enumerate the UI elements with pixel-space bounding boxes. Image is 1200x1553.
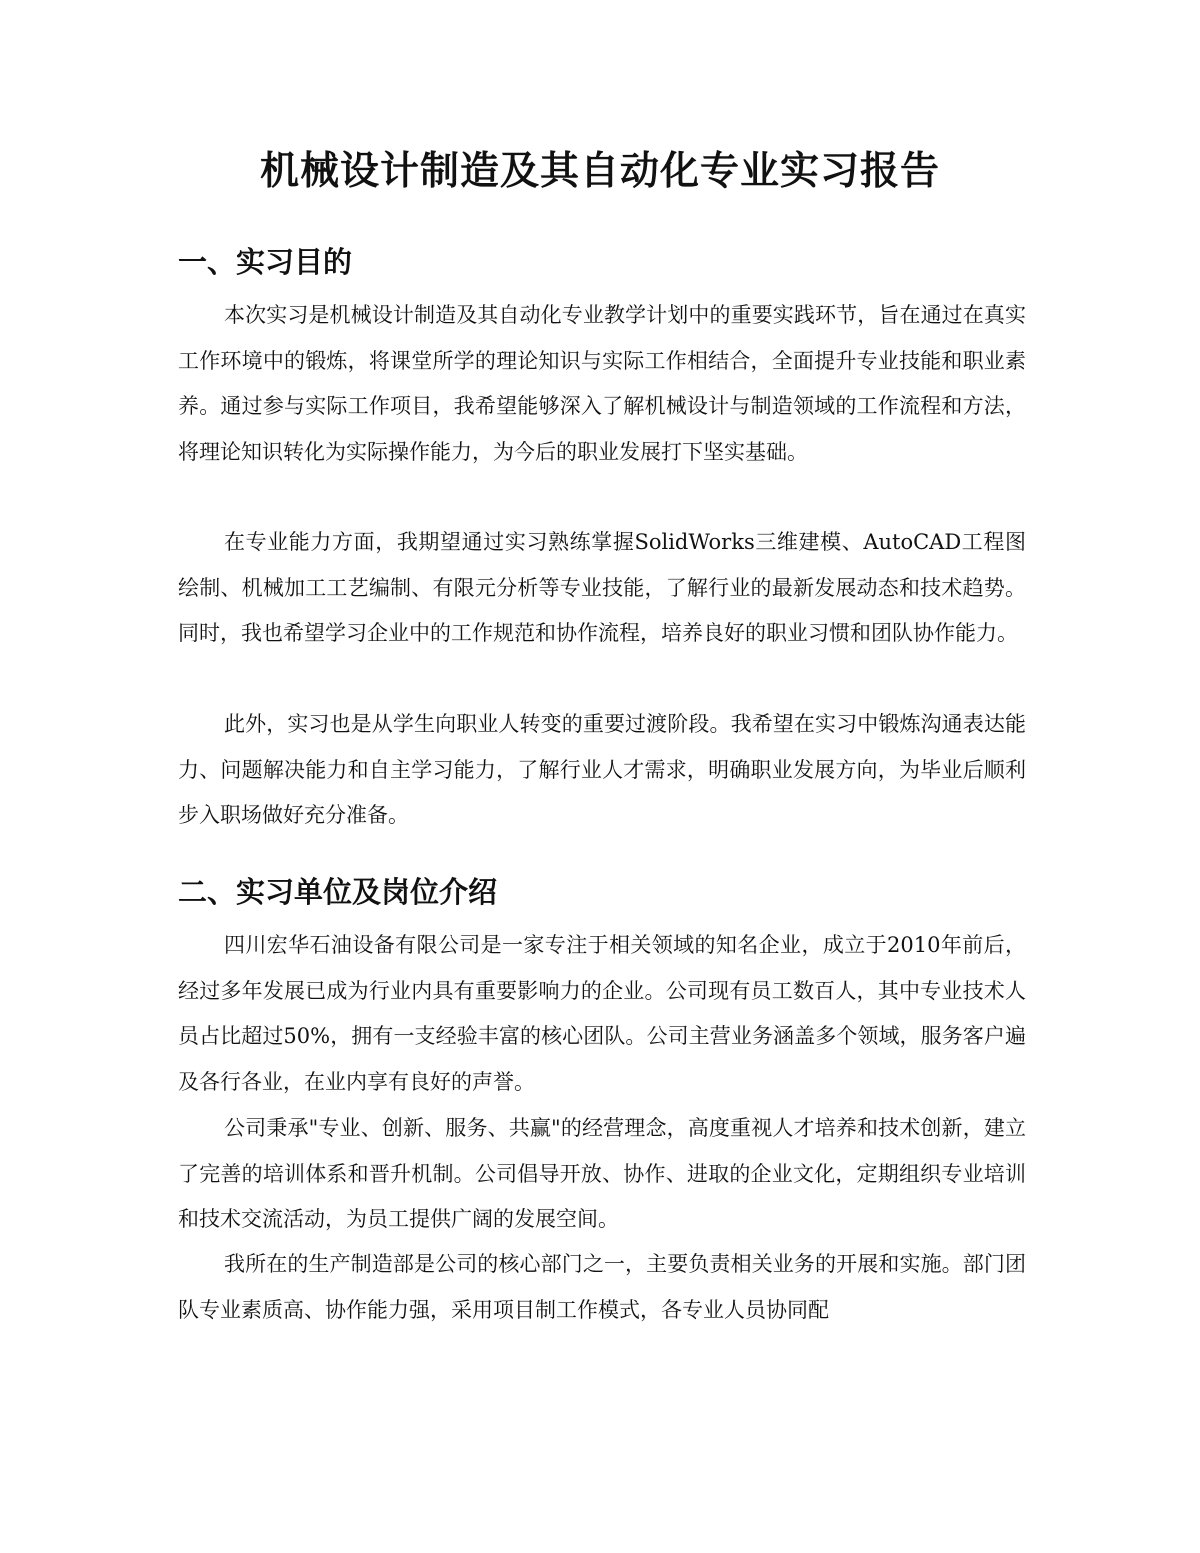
paragraph: 我所在的生产制造部是公司的核心部门之一，主要负责相关业务的开展和实施。部门团队专业素质高、协作能力强，采用项目制工作模式，各专业人员协同配	[178, 1252, 1026, 1322]
section-heading-company: 二、实习单位及岗位介绍	[178, 875, 498, 909]
paragraph: 公司秉承"专业、创新、服务、共赢"的经营理念，高度重视人才培养和技术创新，建立了完善的培训体系和晋升机制。公司倡导开放、协作、进取的企业文化，定期组织专业培训和技术交流活动，为员工提供广阔的发展空间。	[178, 1116, 1026, 1231]
document-title: 机械设计制造及其自动化专业实习报告	[259, 149, 940, 194]
section-heading-purpose: 一、实习目的	[178, 245, 353, 279]
paragraph: 本次实习是机械设计制造及其自动化专业教学计划中的重要实践环节，旨在通过在真实工作环境中的锻炼，将课堂所学的理论知识与实际工作相结合，全面提升专业技能和职业素养。通过参与实际工作项目，我希望能够深入了解机械设计与制造领域的工作流程和方法，将理论知识转化为实际操作能力，为今后的职业发展打下坚实基础。	[178, 303, 1026, 464]
paragraph: 此外，实习也是从学生向职业人转变的重要过渡阶段。我希望在实习中锻炼沟通表达能力、问题解决能力和自主学习能力，了解行业人才需求，明确职业发展方向，为毕业后顺利步入职场做好充分准备。	[178, 712, 1026, 827]
paragraph: 在专业能力方面，我期望通过实习熟练掌握SolidWorks三维建模、AutoCAD工程图绘制、机械加工工艺编制、有限元分析等专业技能，了解行业的最新发展动态和技术趋势。同时，我也希望学习企业中的工作规范和协作流程，培养良好的职业习惯和团队协作能力。	[178, 530, 1026, 645]
paragraph: 四川宏华石油设备有限公司是一家专注于相关领域的知名企业，成立于2010年前后，经过多年发展已成为行业内具有重要影响力的企业。公司现有员工数百人，其中专业技术人员占比超过50%，拥有一支经验丰富的核心团队。公司主营业务涵盖多个领域，服务客户遍及各行各业，在业内享有良好的声誉。	[178, 933, 1026, 1094]
